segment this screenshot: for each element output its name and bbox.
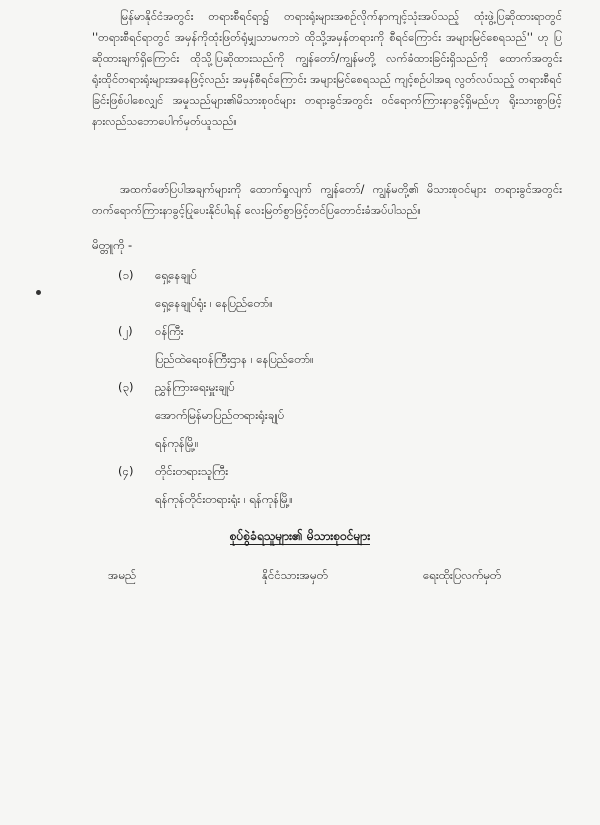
recipient-address: ရန်ကုန်တိုင်းတရားရုံး ၊ ရန်ကုန်မြို့။ <box>155 492 293 506</box>
recipient-number: (၁) <box>118 268 134 282</box>
recipient-number: (၄) <box>118 464 134 478</box>
recipient-address: ပြည်ထဲရေးဝန်ကြီးဌာန ၊ နေပြည်တော်။ <box>155 352 314 366</box>
recipient-number: (၂) <box>118 324 133 338</box>
paragraph-request: အထက်ဖော်ပြပါအချက်များကို ထောက်ရှုလျက် ကျွန်တော်/ ကျွန်မတို့၏ မိသားစုဝင်များ တရားခွင်အတွင်း တက်ရောက်ကြားနာခွင့်ပြုပေးနိုင်ပါရန် လေးမြတ်စွာဖြင့်တင်ပြတောင်းခံအပ်ပါသည်။ <box>92 183 562 217</box>
signature-title-text: စုပ်စွဲခံရသူများ၏ မိသားစုဝင်များ <box>229 529 371 543</box>
recipient-title: ညွှန်ကြားရေးမှူးချုပ် <box>155 380 235 394</box>
paragraph-intro: မြန်မာနိုင်ငံအတွင်း တရားစီရင်ရာ၌ တရားရုံးများအစဉ်လိုက်နာကျင့်သုံးအပ်သည့် ထုံးဖွဲ့ပြဆိုထားရာတွင် ''တရားစီရင်ရာတွင် အမှန်ကိုထုံးဖြတ်ရုံမျှသာမကဘဲ ထိုသို့အမှန်တရားကို စီရင်ကြောင်း အများမြင်စေရသည်'' ဟု ပြဆိုထားချက်ရှိကြောင်း ထိုသို့ပြဆိုထားသည်ကို ကျွန်တော်/ကျွန်မတို့ လက်ခံထားခြင်းရှိသည်ကို ထောက်အတွင်း ရုံးထိုင်တရားရုံးများအနေဖြင့်လည်း အမှန်စီရင်ကြောင်း အများမြင်စေရသည် ကျင့်စဉ်ပါအရ လွတ်လပ်သည့် တရားစီရင်ခြင်းဖြစ်ပါစေလျှင် အမှုသည်များ၏မိသားစုဝင်များ တရားခွင်အတွင်း ဝင်ရောက်ကြားနာခွင့်ရှိမည်ဟု ရိုးသားစွာဖြင့် နားလည်သဘောပေါက်မှတ်ယူသည်။ <box>92 10 562 128</box>
margin-dot <box>36 290 41 295</box>
recipient-city: ရန်ကုန်မြို့။ <box>155 436 199 450</box>
recipient-address: ရှေ့နေချုပ်ရုံး ၊ နေပြည်တော်။ <box>155 296 273 310</box>
copy-to-label: မိတ္တူကို - <box>92 238 133 252</box>
recipient-address: အောက်မြန်မာပြည်တရားရုံးချုပ် <box>155 408 285 422</box>
signature-section-title <box>0 528 600 546</box>
column-name-header: အမည် <box>108 568 137 582</box>
column-signature-header: ရေးထိုးပြလက်မှတ် <box>423 568 502 582</box>
recipient-title: ရှေ့နေချုပ် <box>155 268 197 282</box>
recipient-title: တိုင်းတရားသူကြီး <box>155 464 229 478</box>
column-nrc-header: နိုင်ငံသားအမှတ် <box>262 568 328 582</box>
recipient-title: ဝန်ကြီး <box>155 324 184 338</box>
recipient-number: (၃) <box>118 380 134 394</box>
